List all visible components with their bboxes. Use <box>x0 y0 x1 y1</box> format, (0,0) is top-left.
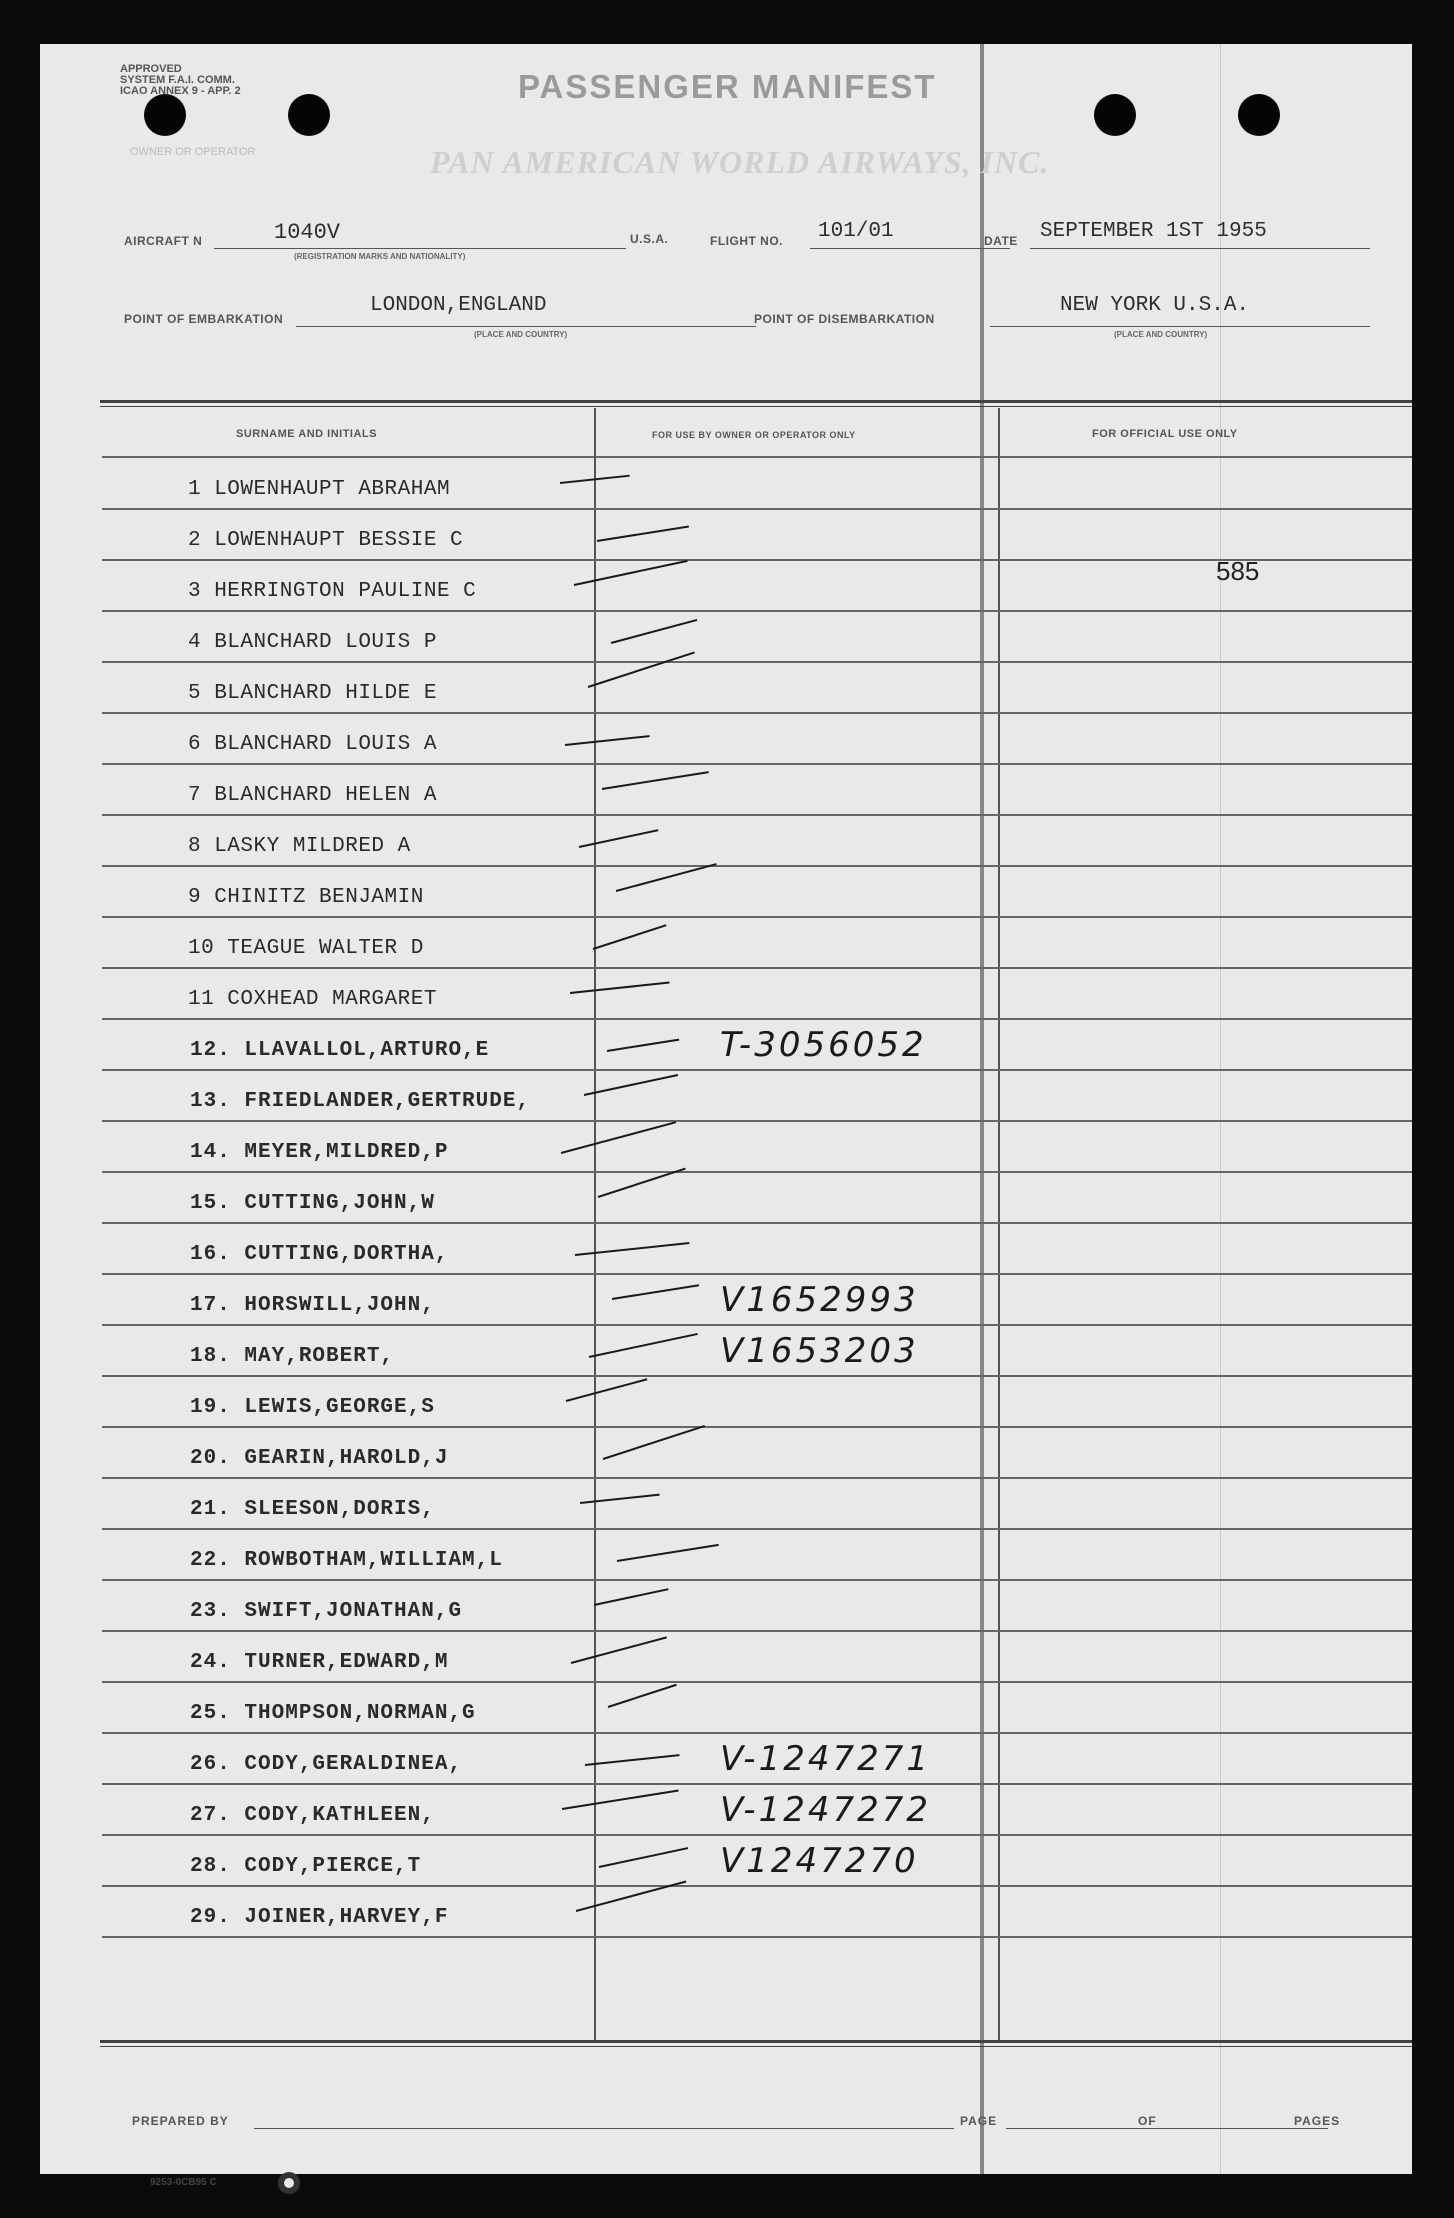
table-top-rule <box>100 406 1412 407</box>
aircraft-sublabel: (REGISTRATION MARKS AND NATIONALITY) <box>294 252 466 261</box>
check-mark-icon <box>593 924 667 950</box>
passenger-name: 22. ROWBOTHAM,WILLIAM,L <box>190 1549 503 1572</box>
row-rule <box>102 661 1412 663</box>
passenger-name: 23. SWIFT,JONATHAN,G <box>190 1600 463 1623</box>
row-rule <box>102 508 1412 510</box>
disembarkation-value: NEW YORK U.S.A. <box>1060 294 1250 317</box>
embarkation-underline <box>296 326 756 327</box>
row-rule <box>102 916 1412 918</box>
row-rule <box>102 1732 1412 1734</box>
row-rule <box>102 1324 1412 1326</box>
passenger-name: 24. TURNER,EDWARD,M <box>190 1651 449 1674</box>
of-label: OF <box>1138 2114 1157 2128</box>
passenger-name: 9 CHINITZ BENJAMIN <box>188 886 424 909</box>
operator-label: OWNER OR OPERATOR <box>130 146 256 158</box>
aircraft-label: AIRCRAFT N <box>124 234 203 248</box>
row-rule <box>102 763 1412 765</box>
passenger-name: 2 LOWENHAUPT BESSIE C <box>188 529 464 552</box>
passenger-name: 17. HORSWILL,JOHN, <box>190 1294 435 1317</box>
row-rule <box>102 1069 1412 1071</box>
row-rule <box>102 1579 1412 1581</box>
disembarkation-underline <box>990 326 1370 327</box>
punch-hole <box>1238 94 1280 136</box>
aircraft-underline <box>214 248 626 249</box>
date-label: DATE <box>984 234 1018 248</box>
row-rule <box>102 1783 1412 1785</box>
row-rule <box>102 967 1412 969</box>
page-underline <box>1006 2128 1176 2129</box>
check-mark-icon <box>612 1284 699 1300</box>
form-number: 9253-0CB95 C <box>150 2177 217 2188</box>
page-label: PAGE <box>960 2114 998 2128</box>
row-rule <box>102 865 1412 867</box>
passenger-name: 11 COXHEAD MARGARET <box>188 988 437 1011</box>
row-rule <box>102 1120 1412 1122</box>
punch-hole <box>144 94 186 136</box>
check-mark-icon <box>580 1494 660 1504</box>
check-mark-icon <box>617 1544 719 1562</box>
check-mark-icon <box>575 1242 690 1256</box>
check-mark-icon <box>585 1754 680 1766</box>
row-rule <box>102 1273 1412 1275</box>
passenger-name: 1 LOWENHAUPT ABRAHAM <box>188 478 451 501</box>
embarkation-label: POINT OF EMBARKATION <box>124 312 284 326</box>
row-rule <box>102 1171 1412 1173</box>
header-rule <box>102 456 1412 458</box>
union-seal-icon <box>278 2172 300 2194</box>
owner-note: V1652993 <box>720 1280 919 1320</box>
punch-hole <box>288 94 330 136</box>
of-underline <box>1168 2128 1328 2129</box>
passenger-name: 4 BLANCHARD LOUIS P <box>188 631 437 654</box>
passenger-name: 29. JOINER,HARVEY,F <box>190 1906 449 1929</box>
row-rule <box>102 610 1412 612</box>
country-label: U.S.A. <box>630 232 669 246</box>
row-rule <box>102 1834 1412 1836</box>
owner-note: V1653203 <box>720 1331 919 1371</box>
passenger-name: 14. MEYER,MILDRED,P <box>190 1141 449 1164</box>
passenger-name: 15. CUTTING,JOHN,W <box>190 1192 435 1215</box>
check-mark-icon <box>571 1636 667 1664</box>
row-rule <box>102 814 1412 816</box>
check-mark-icon <box>579 829 659 848</box>
passenger-name: 21. SLEESON,DORIS, <box>190 1498 435 1521</box>
check-mark-icon <box>608 1684 677 1708</box>
passenger-name: 16. CUTTING,DORTHA, <box>190 1243 449 1266</box>
embarkation-value: LONDON,ENGLAND <box>370 294 547 317</box>
check-mark-icon <box>566 1378 648 1402</box>
row-rule <box>102 1936 1412 1938</box>
passenger-name: 3 HERRINGTON PAULINE C <box>188 580 477 603</box>
check-mark-icon <box>584 1074 678 1096</box>
check-mark-icon <box>594 1588 669 1606</box>
passenger-name: 8 LASKY MILDRED A <box>188 835 411 858</box>
disembarkation-label: POINT OF DISEMBARKATION <box>754 312 935 326</box>
passenger-name: 18. MAY,ROBERT, <box>190 1345 395 1368</box>
flight-underline <box>810 248 1010 249</box>
check-mark-icon <box>607 1039 679 1052</box>
check-mark-icon <box>599 1847 688 1868</box>
passenger-name: 10 TEAGUE WALTER D <box>188 937 424 960</box>
row-rule <box>102 1477 1412 1479</box>
airline-name: PAN AMERICAN WORLD AIRWAYS, INC. <box>430 144 1050 180</box>
table-bottom-rule <box>100 2046 1412 2047</box>
owner-note: T-3056052 <box>720 1025 927 1065</box>
check-mark-icon <box>570 982 670 994</box>
passenger-name: 27. CODY,KATHLEEN, <box>190 1804 435 1827</box>
owner-note: V1247270 <box>720 1841 919 1881</box>
passenger-name: 25. THOMPSON,NORMAN,G <box>190 1702 476 1725</box>
check-mark-icon <box>597 525 689 542</box>
check-mark-icon <box>560 475 630 484</box>
passenger-name: 19. LEWIS,GEORGE,S <box>190 1396 435 1419</box>
owner-note: V-1247271 <box>720 1739 931 1779</box>
check-mark-icon <box>611 619 697 644</box>
prepared-by-label: PREPARED BY <box>132 2114 229 2128</box>
punch-hole <box>1094 94 1136 136</box>
table-bottom-rule <box>100 2040 1412 2043</box>
flight-label: FLIGHT NO. <box>710 234 783 248</box>
check-mark-icon <box>602 771 709 790</box>
passenger-name: 6 BLANCHARD LOUIS A <box>188 733 437 756</box>
prepared-underline <box>254 2128 954 2129</box>
row-rule <box>102 1018 1412 1020</box>
date-value: SEPTEMBER 1ST 1955 <box>1040 220 1267 243</box>
row-rule <box>102 1528 1412 1530</box>
check-mark-icon <box>589 1333 698 1358</box>
passenger-name: 12. LLAVALLOL,ARTURO,E <box>190 1039 490 1062</box>
owner-note: V-1247272 <box>720 1790 931 1830</box>
manifest-sheet <box>40 44 1412 2188</box>
row-rule <box>102 1681 1412 1683</box>
passenger-name: 5 BLANCHARD HILDE E <box>188 682 437 705</box>
table-top-rule <box>100 400 1412 403</box>
column-header-owner: FOR USE BY OWNER OR OPERATOR ONLY <box>652 430 856 440</box>
embarkation-sublabel: (PLACE AND COUNTRY) <box>474 330 568 339</box>
column-header-name: SURNAME AND INITIALS <box>236 428 377 440</box>
flight-value: 101/01 <box>818 220 894 243</box>
date-underline <box>1030 248 1370 249</box>
passenger-name: 28. CODY,PIERCE,T <box>190 1855 422 1878</box>
passenger-name: 7 BLANCHARD HELEN A <box>188 784 437 807</box>
check-mark-icon <box>561 1121 676 1154</box>
passenger-name: 20. GEARIN,HAROLD,J <box>190 1447 449 1470</box>
approval-stamp: APPROVED SYSTEM F.A.I. COMM. ICAO ANNEX 9 - APP. 2 <box>120 63 241 97</box>
aircraft-value: 1040V <box>274 220 341 245</box>
row-rule <box>102 1630 1412 1632</box>
row-rule <box>102 1426 1412 1428</box>
pages-label: PAGES <box>1294 2114 1341 2128</box>
row-rule <box>102 1885 1412 1887</box>
passenger-name: 13. FRIEDLANDER,GERTRUDE, <box>190 1090 531 1113</box>
row-rule <box>102 712 1412 714</box>
passenger-name: 26. CODY,GERALDINEA, <box>190 1753 463 1776</box>
check-mark-icon <box>562 1790 679 1810</box>
row-rule <box>102 1375 1412 1377</box>
official-note: 585 <box>1216 556 1260 586</box>
check-mark-icon <box>565 735 650 746</box>
column-header-official: FOR OFFICIAL USE ONLY <box>1092 428 1238 440</box>
disembarkation-sublabel: (PLACE AND COUNTRY) <box>1114 330 1208 339</box>
row-rule <box>102 1222 1412 1224</box>
form-title: PASSENGER MANIFEST <box>518 68 937 105</box>
